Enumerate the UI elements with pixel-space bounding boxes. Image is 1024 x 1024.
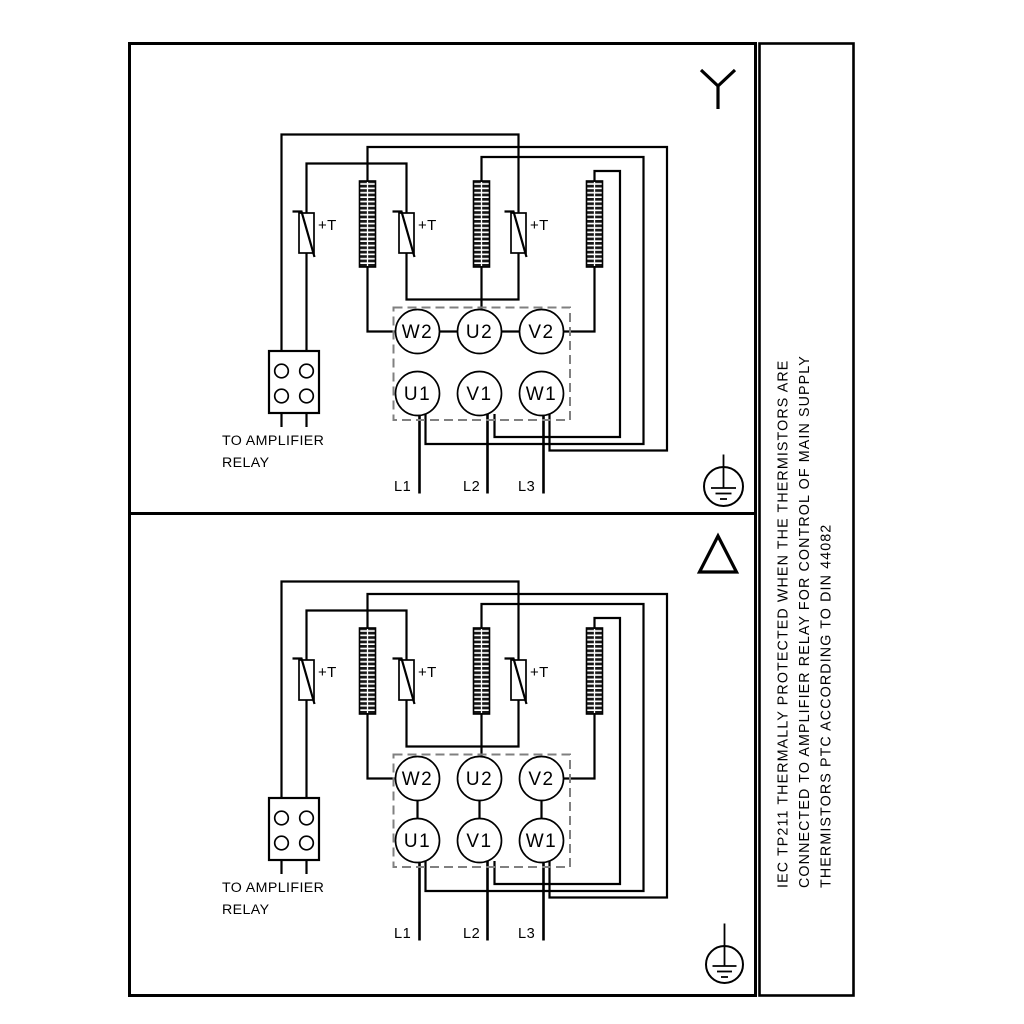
motor-winding-1 [360,181,376,267]
terminal-label: U1 [403,384,432,405]
terminal-v2 [520,310,564,354]
terminal-label: W1 [525,384,558,405]
motor-winding-2 [474,181,490,267]
terminal-label: U2 [465,322,494,343]
terminal-u2 [458,310,502,354]
amplifier-note-line1: TO AMPLIFIER [222,433,325,449]
side-note-line3: THERMISTORS PTC ACCORDING TO DIN 44082 [818,523,835,888]
terminal-label: V2 [528,322,555,343]
thermistor-label: +T [530,217,549,234]
thermistor-label: +T [318,217,337,234]
terminal-label: W2 [401,322,434,343]
motor-winding-3 [587,181,603,267]
terminal-u1 [396,372,440,416]
terminal-label: V1 [466,384,493,405]
supply-label-l3: L3 [518,479,536,495]
supply-label-l2: L2 [463,479,481,495]
terminal-w1 [520,372,564,416]
supply-label-l1: L1 [394,479,412,495]
amplifier-relay-connector [269,351,319,413]
terminal-w2 [396,310,440,354]
amplifier-note-line2: RELAY [222,455,270,471]
side-note-line2: CONNECTED TO AMPLIFIER RELAY FOR CONTROL OF MAIN SUPPLY [797,355,813,888]
terminal-v1 [458,372,502,416]
side-note-line1: IEC TP211 THERMALLY PROTECTED WHEN THE THERMISTORS ARE [775,359,792,888]
thermistor-label: +T [418,217,437,234]
